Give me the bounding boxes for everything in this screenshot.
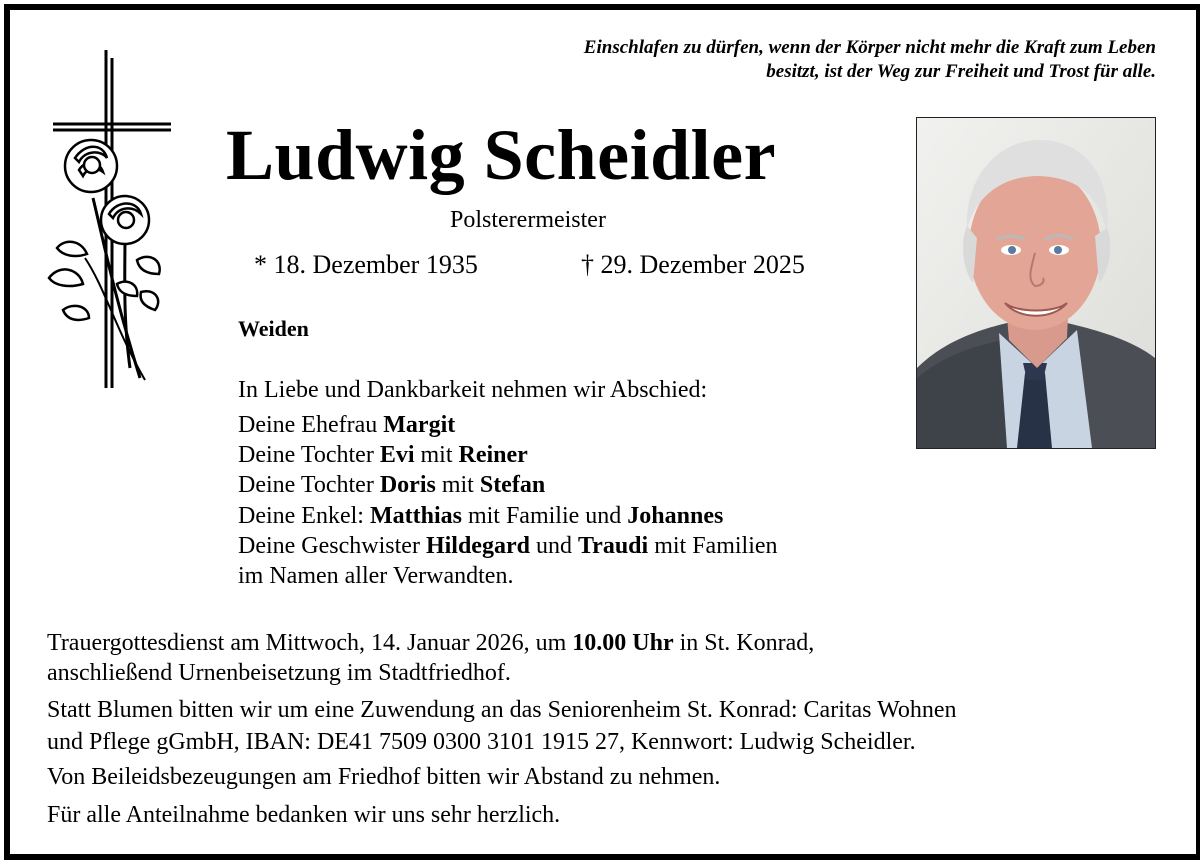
donation-line-2: und Pflege gGmbH, IBAN: DE41 7509 0300 3101 1915 27, Kennwort: Ludwig Scheidler. xyxy=(47,729,916,755)
mourner-name: Hildegard xyxy=(425,532,530,559)
service-line-1 xyxy=(47,628,814,658)
mourner-name: Margit xyxy=(383,412,456,438)
birth-date: * 18. Dezember 1935 xyxy=(254,250,478,279)
mourner-label: Deine Enkel: xyxy=(238,502,370,529)
service-location: in St. Konrad, xyxy=(673,630,815,656)
mourner-connector: mit Familien xyxy=(648,532,778,559)
mourner-name: Evi xyxy=(379,442,415,469)
deceased-name: Ludwig Scheidler xyxy=(226,115,777,195)
mourner-connector: mit xyxy=(414,442,459,469)
mourner-daughter-1 xyxy=(238,440,778,470)
farewell-intro: In Liebe und Dankbarkeit nehmen wir Abschied: xyxy=(238,377,708,403)
mourner-connector: und xyxy=(529,532,578,559)
portrait-photo xyxy=(916,117,1156,449)
mourner-label: Deine Ehefrau xyxy=(238,412,384,438)
mourner-name: Reiner xyxy=(458,442,528,469)
quote-line-2: besitzt, ist der Weg zur Freiheit und Trost für alle. xyxy=(766,61,1156,82)
mourner-spouse xyxy=(238,410,778,440)
mourner-name: Matthias xyxy=(369,502,462,529)
mourner-label: Deine Geschwister xyxy=(238,532,426,559)
mourner-daughter-2 xyxy=(238,470,778,500)
mourner-connector: mit xyxy=(435,472,480,499)
service-line-2: anschließend Urnenbeisetzung im Stadtfriedhof. xyxy=(47,660,511,686)
mourner-name: Johannes xyxy=(627,502,724,529)
mourner-name: Traudi xyxy=(577,532,649,559)
portrait-image xyxy=(917,118,1155,448)
mourner-connector: mit Familie und xyxy=(461,502,628,529)
condolence-note: Von Beileidsbezeugungen am Friedhof bitten wir Abstand zu nehmen. xyxy=(47,764,721,790)
mourner-name: Stefan xyxy=(479,472,546,499)
donation-line-1: Statt Blumen bitten wir um eine Zuwendung an das Seniorenheim St. Konrad: Caritas Wohnen xyxy=(47,697,957,723)
mourners-list xyxy=(238,410,778,591)
mourner-label: Deine Tochter xyxy=(238,442,380,469)
quote-line-1: Einschlafen zu dürfen, wenn der Körper nicht mehr die Kraft zum Leben xyxy=(583,37,1156,58)
cross-with-roses-icon xyxy=(45,48,175,393)
memorial-quote xyxy=(584,36,1156,84)
deceased-occupation: Polsterermeister xyxy=(450,207,606,233)
hometown: Weiden xyxy=(238,316,309,341)
death-date: † 29. Dezember 2025 xyxy=(581,250,805,279)
thanks-note: Für alle Anteilnahme bedanken wir uns sehr herzlich. xyxy=(47,802,561,828)
mourner-grandchildren xyxy=(238,501,778,531)
service-text: Trauergottesdienst am Mittwoch, 14. Januar 2026, um xyxy=(47,630,573,656)
mourner-name: Doris xyxy=(379,472,436,499)
donation-request xyxy=(47,694,956,758)
mourner-siblings xyxy=(238,531,778,561)
mourner-label: Deine Tochter xyxy=(238,472,380,499)
mourner-relatives: im Namen aller Verwandten. xyxy=(238,563,514,590)
service-time: 10.00 Uhr xyxy=(572,630,674,656)
funeral-service xyxy=(47,628,814,688)
